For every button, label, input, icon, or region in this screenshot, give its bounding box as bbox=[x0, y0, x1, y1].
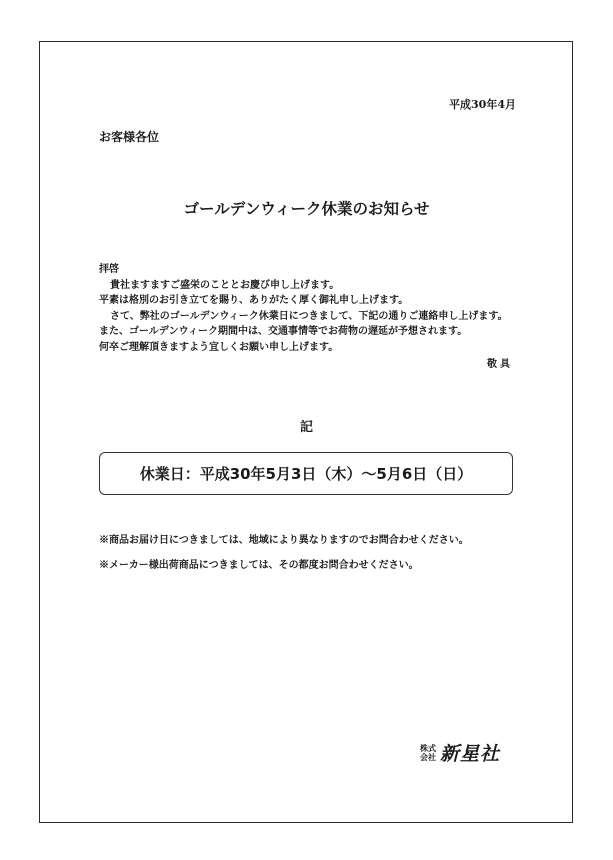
body-line: 何卒ご理解頂きますよう宜しくお願い申し上げます。 bbox=[99, 341, 339, 353]
body-line: 平素は格別のお引き立てを賜り、ありがたく厚く御礼申し上げます。 bbox=[99, 295, 409, 306]
company-name: 新星社 bbox=[440, 743, 501, 765]
company-kind-line: 会社 bbox=[420, 752, 436, 762]
maker-shipping-note: ※メーカー様出荷商品につきましては、その都度お問合わせください。 bbox=[99, 560, 419, 571]
company-logo bbox=[420, 739, 500, 766]
body-line: さて、弊社のゴールデンウィーク休業日につきまして、下記の通りご連絡申し上げます。 bbox=[110, 310, 508, 322]
body-line: また、ゴールデンウィーク期間中は、交通事情等でお荷物の遅延が予想されます。 bbox=[99, 326, 468, 337]
holiday-text: 休業日：平成30年5月3日（木）～5月6日（日） bbox=[139, 465, 473, 483]
closing-phrase: 敬具 bbox=[487, 359, 513, 370]
notice-title: ゴールデンウィーク休業のお知らせ bbox=[183, 200, 430, 218]
holiday-box bbox=[99, 452, 513, 495]
company-kind-line: 株式 bbox=[420, 743, 436, 753]
notice-date: 平成30年4月 bbox=[449, 98, 516, 111]
ki-heading: 記 bbox=[299, 420, 313, 435]
body-line: 貴社ますますご盛栄のこととお慶び申し上げます。 bbox=[110, 279, 340, 291]
notice-body bbox=[99, 262, 539, 355]
delivery-note: ※商品お届け日につきましては、地域により異なりますのでお問合わせください。 bbox=[99, 535, 469, 546]
greeting-line: 拝啓 bbox=[99, 264, 119, 275]
company-kind bbox=[420, 744, 436, 762]
addressee: お客様各位 bbox=[99, 130, 160, 144]
